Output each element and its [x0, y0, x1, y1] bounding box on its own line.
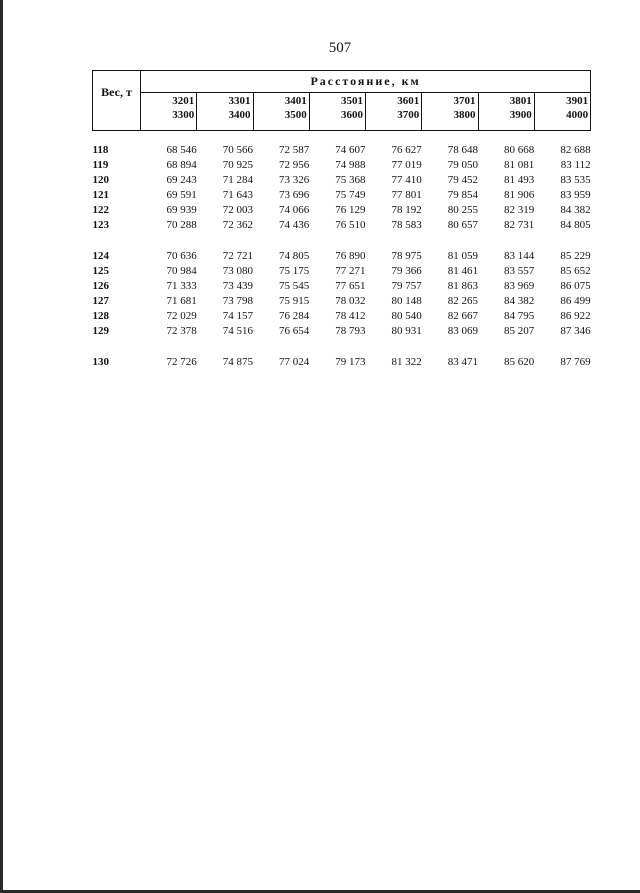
tariff-value-cell: 80 255: [447, 204, 478, 216]
tariff-value-cell: 81 322: [391, 356, 422, 368]
tariff-value-cell: 74 436: [279, 219, 310, 231]
tariff-value-cell: 77 271: [335, 265, 366, 277]
tariff-value-cell: 84 805: [560, 219, 591, 231]
distance-range-to: 3500: [284, 108, 307, 121]
tariff-value-cell: 72 029: [166, 310, 197, 322]
tariff-value-cell: 79 452: [447, 174, 478, 186]
tariff-value-cell: 85 652: [560, 265, 591, 277]
tariff-value-cell: 81 081: [504, 159, 535, 171]
distance-range-header: [366, 92, 422, 130]
tariff-value-cell: 82 731: [504, 219, 535, 231]
tariff-value-cell: 80 540: [391, 310, 422, 322]
tariff-value-cell: 84 795: [504, 310, 535, 322]
tariff-value-cell: 73 798: [222, 295, 253, 307]
tariff-value-cell: 81 461: [447, 265, 478, 277]
tariff-value-cell: 70 925: [222, 159, 253, 171]
distance-range-header: [197, 92, 253, 130]
tariff-value-cell: 85 207: [504, 325, 535, 337]
tariff-value-cell: 75 749: [335, 189, 366, 201]
tariff-value-cell: 79 366: [391, 265, 422, 277]
tariff-value-cell: 73 326: [279, 174, 310, 186]
tariff-value-cell: 78 975: [391, 250, 422, 262]
tariff-value-cell: 83 069: [447, 325, 478, 337]
table-row: [93, 324, 591, 339]
group-spacer: [93, 339, 591, 355]
tariff-value-cell: 86 499: [560, 295, 591, 307]
tariff-value-cell: 76 510: [335, 219, 366, 231]
distance-range-to: 4000: [566, 108, 589, 121]
tariff-value-cell: 68 546: [166, 144, 197, 156]
weight-cell: 129: [92, 325, 109, 337]
tariff-value-cell: 83 959: [560, 189, 591, 201]
table-row: [93, 309, 591, 324]
distance-range-header-row: [93, 92, 591, 130]
tariff-value-cell: 83 969: [504, 280, 535, 292]
distance-range-from: 3201: [172, 94, 195, 107]
weight-cell: 128: [92, 310, 109, 322]
tariff-value-cell: 77 801: [391, 189, 422, 201]
tariff-value-cell: 87 346: [560, 325, 591, 337]
group-spacer: [93, 233, 591, 249]
scan-edge-left: [0, 0, 3, 893]
tariff-value-cell: 78 192: [391, 204, 422, 216]
distance-range-from: 3601: [397, 94, 420, 107]
weight-cell: 126: [92, 280, 109, 292]
tariff-value-cell: 71 681: [166, 295, 197, 307]
tariff-value-cell: 80 148: [391, 295, 422, 307]
table-row: [93, 173, 591, 188]
tariff-value-cell: 74 516: [222, 325, 253, 337]
tariff-value-cell: 72 003: [222, 204, 253, 216]
tariff-value-cell: 70 984: [166, 265, 197, 277]
distance-range-from: 3901: [566, 94, 589, 107]
tariff-value-cell: 72 956: [279, 159, 310, 171]
page-number: 507: [328, 40, 352, 56]
distance-group-header: Расстояние, км: [141, 71, 591, 93]
tariff-value-cell: 82 319: [504, 204, 535, 216]
tariff-value-cell: 78 412: [335, 310, 366, 322]
tariff-value-cell: 74 875: [222, 356, 253, 368]
tariff-value-cell: 70 288: [166, 219, 197, 231]
table-row: [93, 279, 591, 294]
tariff-value-cell: 75 915: [279, 295, 310, 307]
table-row: [93, 218, 591, 233]
tariff-value-cell: 79 050: [447, 159, 478, 171]
tariff-value-cell: 77 019: [391, 159, 422, 171]
distance-range-header: [309, 92, 365, 130]
distance-range-header: [141, 92, 197, 130]
tariff-value-cell: 76 890: [335, 250, 366, 262]
table-row: [93, 264, 591, 279]
tariff-value-cell: 73 439: [222, 280, 253, 292]
tariff-value-cell: 72 362: [222, 219, 253, 231]
distance-range-to: 3600: [341, 108, 363, 121]
tariff-value-cell: 73 696: [279, 189, 310, 201]
distance-range-to: 3400: [228, 108, 251, 121]
distance-range-to: 3300: [172, 108, 195, 121]
tariff-value-cell: 69 243: [166, 174, 197, 186]
tariff-value-cell: 80 668: [504, 144, 535, 156]
tariff-value-cell: 74 157: [222, 310, 253, 322]
table-row: [93, 158, 591, 173]
distance-range-from: 3301: [228, 94, 251, 107]
tariff-value-cell: 78 793: [335, 325, 366, 337]
tariff-value-cell: 75 545: [279, 280, 310, 292]
distance-range-to: 3800: [453, 108, 476, 121]
weight-cell: 130: [92, 356, 109, 368]
tariff-value-cell: 74 805: [279, 250, 310, 262]
tariff-value-cell: 79 854: [447, 189, 478, 201]
weight-cell: 121: [92, 189, 109, 201]
distance-range-header: [534, 92, 590, 130]
tariff-value-cell: 75 368: [335, 174, 366, 186]
tariff-value-cell: 85 620: [504, 356, 535, 368]
tariff-value-cell: 84 382: [504, 295, 535, 307]
group-spacer-cell: [93, 233, 591, 249]
tariff-value-cell: 68 894: [166, 159, 197, 171]
group-spacer: [93, 131, 591, 144]
tariff-value-cell: 81 493: [504, 174, 535, 186]
tariff-value-cell: 71 284: [222, 174, 253, 186]
weight-cell: 127: [92, 295, 109, 307]
tariff-value-cell: 77 651: [335, 280, 366, 292]
distance-range-header: [478, 92, 534, 130]
distance-range-to: 3900: [509, 108, 532, 121]
table-row: [93, 294, 591, 309]
weight-column-header: Вес, т: [93, 71, 141, 131]
tariff-value-cell: 78 032: [335, 295, 366, 307]
table-row: [93, 203, 591, 218]
tariff-value-cell: 86 075: [560, 280, 591, 292]
weight-cell: 120: [92, 174, 109, 186]
tariff-value-cell: 80 931: [391, 325, 422, 337]
tariff-value-cell: 72 378: [166, 325, 197, 337]
tariff-value-cell: 84 382: [560, 204, 591, 216]
distance-range-from: 3501: [341, 94, 363, 107]
tariff-value-cell: 72 726: [166, 356, 197, 368]
tariff-value-cell: 75 175: [279, 265, 310, 277]
distance-range-from: 3401: [284, 94, 307, 107]
tariff-value-cell: 77 024: [279, 356, 310, 368]
distance-range-header: [422, 92, 478, 130]
tariff-value-cell: 78 648: [447, 144, 478, 156]
tariff-value-cell: 85 229: [560, 250, 591, 262]
tariff-value-cell: 81 863: [447, 280, 478, 292]
tariff-value-cell: 69 591: [166, 189, 197, 201]
tariff-value-cell: 72 721: [222, 250, 253, 262]
tariff-value-cell: 74 988: [335, 159, 366, 171]
distance-range-from: 3701: [453, 94, 476, 107]
table-row: [93, 188, 591, 203]
tariff-value-cell: 76 627: [391, 144, 422, 156]
table-row: [93, 355, 591, 370]
tariff-value-cell: 86 922: [560, 310, 591, 322]
tariff-table-body: [93, 131, 591, 371]
tariff-value-cell: 83 112: [560, 159, 591, 171]
weight-cell: 119: [92, 159, 109, 171]
tariff-value-cell: 70 636: [166, 250, 197, 262]
tariff-value-cell: 81 906: [504, 189, 535, 201]
tariff-value-cell: 69 939: [166, 204, 197, 216]
table-row: [93, 143, 591, 158]
tariff-value-cell: 83 144: [504, 250, 535, 262]
tariff-value-cell: 71 333: [166, 280, 197, 292]
table-row: [93, 249, 591, 264]
weight-cell: 123: [92, 219, 109, 231]
tariff-value-cell: 70 566: [222, 144, 253, 156]
tariff-value-cell: 78 583: [391, 219, 422, 231]
tariff-value-cell: 80 657: [447, 219, 478, 231]
distance-range-to: 3700: [397, 108, 420, 121]
weight-cell: 124: [92, 250, 109, 262]
distance-range-header: [253, 92, 309, 130]
group-spacer-cell: [93, 339, 591, 355]
tariff-value-cell: 76 654: [279, 325, 310, 337]
tariff-value-cell: 82 667: [447, 310, 478, 322]
tariff-value-cell: 77 410: [391, 174, 422, 186]
distance-range-from: 3801: [509, 94, 532, 107]
tariff-value-cell: 82 265: [447, 295, 478, 307]
tariff-table: [92, 70, 591, 370]
tariff-value-cell: 73 080: [222, 265, 253, 277]
weight-cell: 125: [92, 265, 109, 277]
tariff-value-cell: 76 284: [279, 310, 310, 322]
weight-cell: 122: [92, 204, 109, 216]
tariff-value-cell: 71 643: [222, 189, 253, 201]
tariff-value-cell: 83 557: [504, 265, 535, 277]
tariff-value-cell: 79 757: [391, 280, 422, 292]
tariff-value-cell: 82 688: [560, 144, 591, 156]
tariff-value-cell: 83 535: [560, 174, 591, 186]
tariff-value-cell: 87 769: [560, 356, 591, 368]
tariff-value-cell: 76 129: [335, 204, 366, 216]
tariff-value-cell: 72 587: [279, 144, 310, 156]
weight-cell: 118: [92, 144, 109, 156]
tariff-value-cell: 74 607: [335, 144, 366, 156]
tariff-value-cell: 74 066: [279, 204, 310, 216]
tariff-value-cell: 81 059: [447, 250, 478, 262]
tariff-value-cell: 83 471: [447, 356, 478, 368]
tariff-value-cell: 79 173: [335, 356, 366, 368]
group-spacer-cell: [93, 131, 591, 144]
